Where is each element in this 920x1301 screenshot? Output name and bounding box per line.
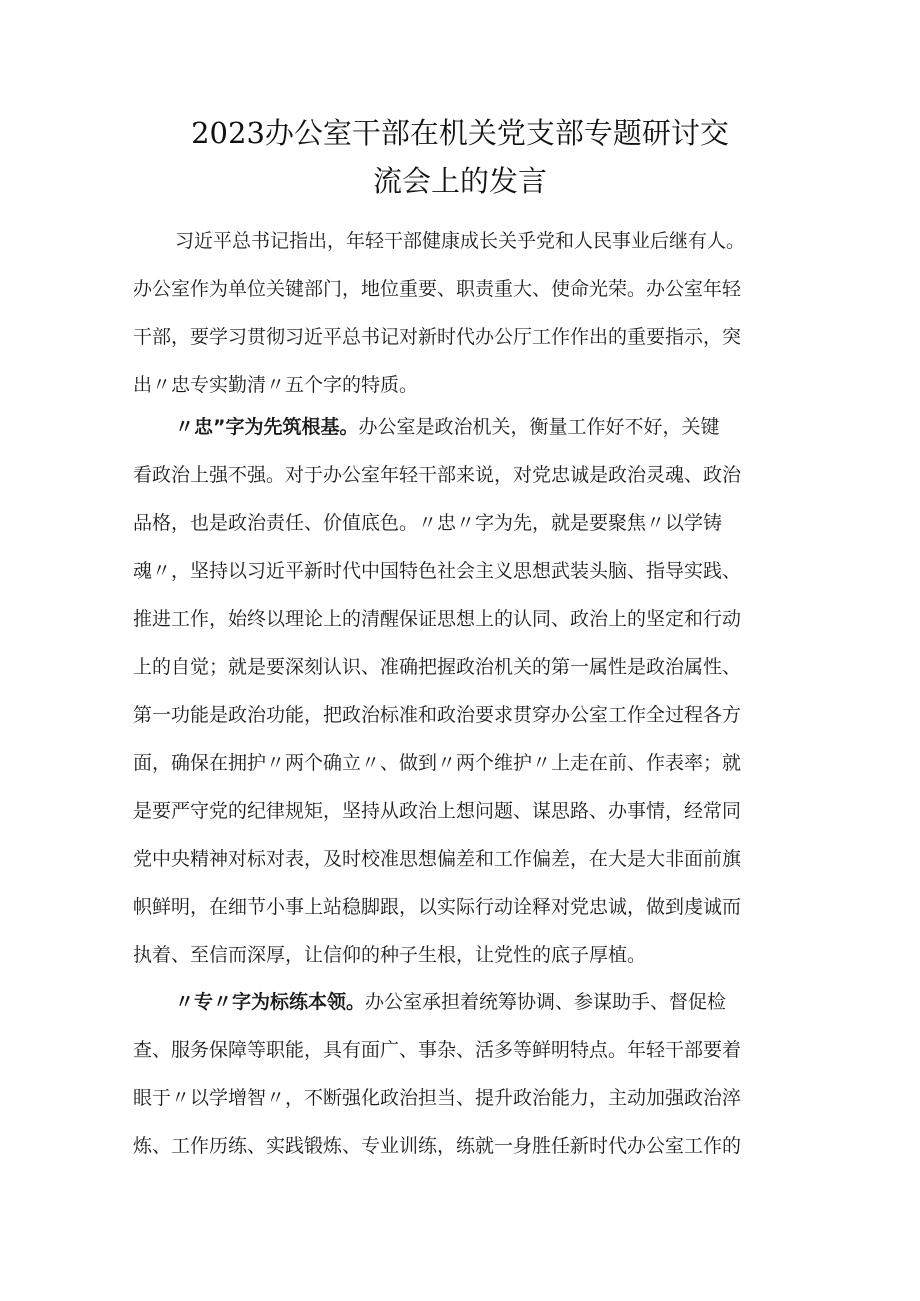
paragraph-line: 第一功能是政治功能，把政治标准和政治要求贯穿办公室工作全过程各方: [133, 704, 742, 726]
paragraph-line: 出〃忠专实勤清〃五个字的特质。: [133, 374, 419, 396]
paragraph-line: 执着、至信而深厚，让信仰的种子生根，让党性的底子厚植。: [133, 944, 647, 966]
paragraph-line: 查、服务保障等职能，具有面广、事杂、活多等鲜明特点。年轻干部要着: [133, 1039, 742, 1061]
paragraph-line: 帜鲜明，在细节小事上站稳脚跟，以实际行动诠释对党忠诚，做到虔诚而: [133, 896, 742, 918]
paragraph-line: 看政治上强不强。对于办公室年轻干部来说，对党忠诚是政治灵魂、政治: [133, 464, 742, 486]
paragraph-line: 是要严守党的纪律规矩，坚持从政治上想问题、谋思路、办事情，经常同: [133, 800, 742, 822]
paragraph-1: [133, 217, 793, 409]
paragraph-line: 推进工作，始终以理论上的清醒保证思想上的认同、政治上的坚定和行动: [133, 608, 742, 630]
paragraph-2: [133, 403, 793, 979]
paragraph-line-text: 办公室是政治机关，衡量工作好不好，关键: [358, 416, 720, 438]
paragraph-line: 眼于〃以学增智〃，不断强化政治担当、提升政治能力，主动加强政治淬: [133, 1087, 742, 1109]
paragraph-first-line: [133, 978, 793, 1026]
paragraph-line: 上的自觉；就是要深刻认识、准确把握政治机关的第一属性是政治属性、: [133, 656, 742, 678]
paragraph-line: 办公室作为单位关键部门，地位重要、职责重大、使命光荣。办公室年轻: [133, 278, 742, 300]
paragraph-line: 习近平总书记指出，年轻干部健康成长关乎党和人民事业后继有人。: [175, 230, 746, 252]
paragraph-line: 魂〃，坚持以习近平新时代中国特色社会主义思想武装头脑、指导实践、: [133, 560, 742, 582]
paragraph-heading: 〃专〃字为标练本领。: [175, 991, 366, 1013]
paragraph-heading: 〃忠”字为先筑根基。: [175, 416, 359, 438]
paragraph-line: 品格，也是政治责任、价值底色。〃忠〃字为先，就是要聚焦〃以学铸: [133, 512, 723, 534]
paragraph-line: 干部，要学习贯彻习近平总书记对新时代办公厅工作作出的重要指示，突: [133, 326, 742, 348]
paragraph-line-text: 办公室承担着统筹协调、参谋助手、督促检: [365, 991, 727, 1013]
paragraph-line: 党中央精神对标对表，及时校准思想偏差和工作偏差，在大是大非面前旗: [133, 848, 742, 870]
document-title-line-1: 2023办公室干部在机关党支部专题研讨交: [191, 116, 729, 150]
paragraph-first-line: [133, 403, 793, 451]
paragraph-3: [133, 978, 793, 1170]
paragraph-line: 面，确保在拥护〃两个确立〃、做到〃两个维护〃上走在前、作表率；就: [133, 752, 742, 774]
paragraph-line: 炼、工作历练、实践锻炼、专业训练，练就一身胜任新时代办公室工作的: [133, 1135, 742, 1157]
document-title-line-2: 流会上的发言: [372, 164, 547, 198]
